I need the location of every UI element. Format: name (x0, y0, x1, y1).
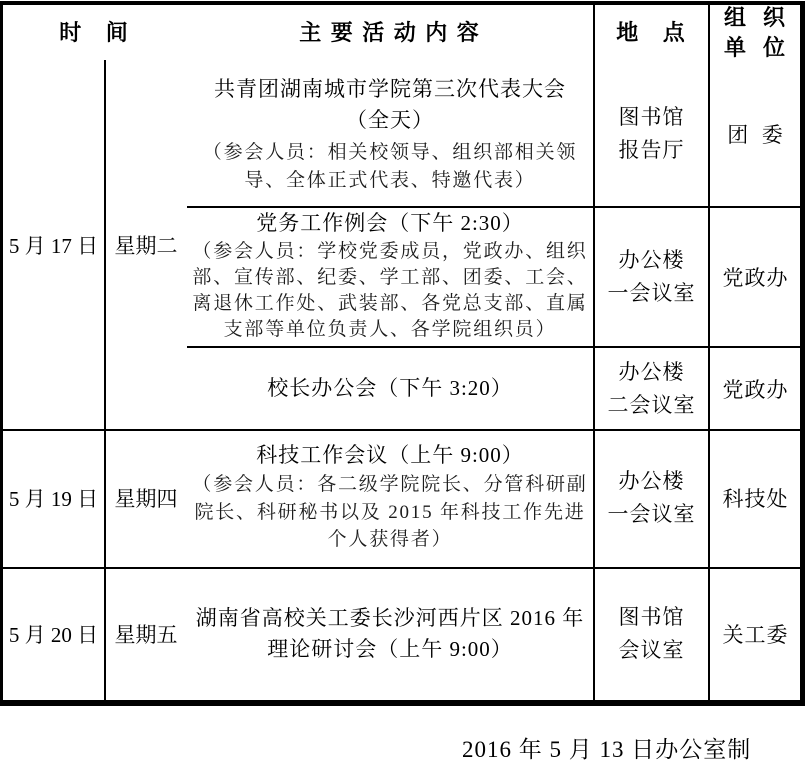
unit-row3: 党政办 (722, 377, 789, 402)
weekday-cell-group3 (106, 569, 186, 699)
unit-row5: 关工委 (722, 623, 789, 647)
unit-cell-row4 (710, 431, 801, 565)
weekday-group3: 星期五 (114, 623, 178, 647)
unit-cell-row1 (710, 62, 801, 206)
unit-row2: 党政办 (722, 266, 789, 290)
activity-participants-row2: （参会人员：学校党委成员，党政办、组织部、宣传部、纪委、学工部、团委、工会、离退休工作处、武装部、各党总支部、直属支部等单位负责人、各学院组织员） (192, 240, 588, 341)
header-time-label: 时 间 (59, 19, 130, 45)
location-cell-row2 (595, 208, 708, 346)
date-cell-group1 (3, 62, 104, 427)
activity-title-row5: 湖南省高校关工委长沙河西片区 2016 年理论研讨会（上午 9:00） (195, 605, 585, 661)
date-group1: 5 月 17 日 (8, 233, 99, 258)
activity-cell-row4 (187, 431, 593, 565)
location-cell-row4 (595, 431, 708, 565)
location-cell-row1 (595, 62, 708, 206)
unit-row1: 团 委 (727, 123, 784, 147)
location-line1-row5: 图书馆 (618, 605, 685, 630)
weekday-group2: 星期四 (114, 487, 178, 511)
location-line2-row4: 一会议室 (607, 502, 696, 526)
date-group3: 5 月 20 日 (8, 623, 99, 647)
location-cell-row5 (595, 569, 708, 699)
activity-subtitle-row1: （全天） (346, 108, 434, 133)
location-line1-row4: 办公楼 (618, 469, 685, 494)
location-line2-row2: 一会议室 (607, 281, 696, 305)
header-unit-line1: 组 织 (723, 5, 787, 31)
location-cell-row3 (595, 348, 708, 429)
activity-cell-row3 (187, 348, 593, 429)
activity-cell-row5 (187, 569, 593, 699)
header-activity (187, 5, 593, 60)
date-cell-group2 (3, 431, 104, 565)
location-line2-row3: 二会议室 (607, 392, 696, 417)
location-line1-row1: 图书馆 (618, 105, 685, 130)
activity-title-row2: 党务工作例会（下午 2:30） (256, 211, 524, 236)
activity-participants-row4: （参会人员：各二级学院院长、分管科研副院长、科研秘书以及 2015 年科技工作先进个人获得者） (192, 474, 588, 551)
location-line1-row3: 办公楼 (618, 359, 685, 384)
unit-row4: 科技处 (722, 487, 789, 511)
activity-title-row4: 科技工作会议（上午 9:00） (256, 443, 524, 468)
header-location-label: 地 点 (616, 19, 687, 45)
activity-title-row3: 校长办公会（下午 3:20） (267, 375, 513, 400)
activity-cell-row2 (187, 208, 593, 346)
weekday-cell-group2 (106, 431, 186, 565)
header-unit (710, 3, 801, 63)
date-cell-group3 (3, 569, 104, 699)
activity-cell-row1 (187, 62, 593, 206)
location-line2-row5: 会议室 (618, 638, 685, 662)
unit-cell-row2 (710, 208, 801, 346)
header-time (4, 5, 185, 60)
header-location (595, 5, 708, 60)
footer-note: 2016 年 5 月 13 日办公室制 (462, 737, 752, 762)
location-line1-row2: 办公楼 (618, 248, 685, 273)
location-line2-row1: 报告厅 (618, 138, 685, 162)
unit-cell-row5 (710, 569, 801, 699)
header-unit-line2: 单 位 (723, 35, 787, 60)
header-activity-label: 主 要 活 动 内 容 (299, 19, 481, 45)
unit-cell-row3 (710, 348, 801, 429)
activity-participants-row1: （参会人员：相关校领导、组织部相关领导、全体正式代表、特邀代表） (202, 141, 578, 191)
weekday-cell-group1 (106, 62, 186, 427)
date-group2: 5 月 19 日 (8, 487, 99, 511)
weekday-group1: 星期二 (114, 233, 178, 258)
activity-title-row1: 共青团湖南城市学院第三次代表大会 (214, 76, 566, 101)
